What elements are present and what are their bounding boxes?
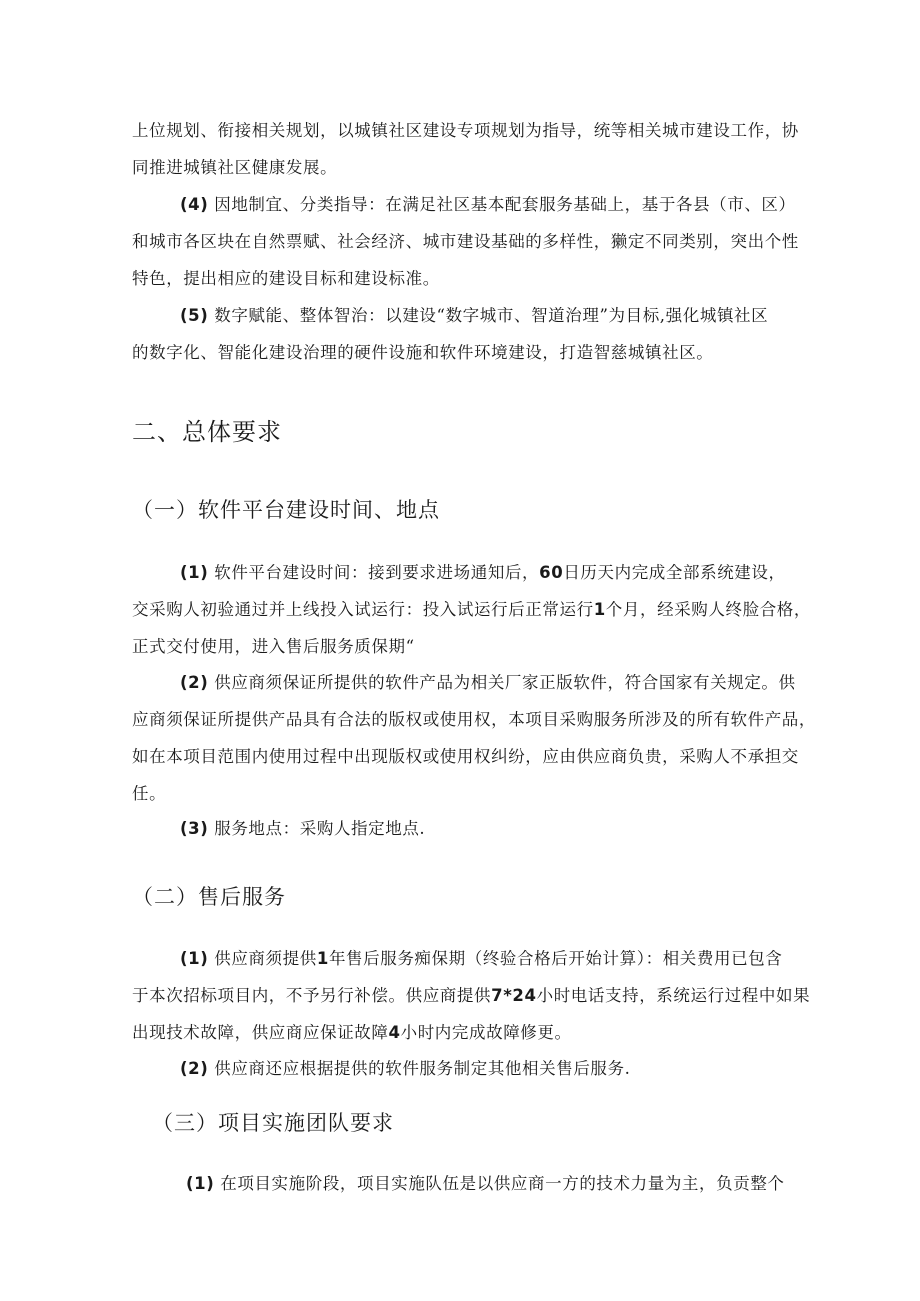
subsection-title-platform-time-location: （一）软件平台建设时间、地点 [132,498,440,522]
paragraph-sec2-item-2 [132,1050,792,1087]
item-number: (1) [186,1174,215,1193]
paragraph-item-4 [132,186,799,297]
item-number: (5) [180,306,209,325]
text-segment: 软件平台建设时间：接到要求进场通知后， [214,563,540,582]
text-segment: 交采购人初验通过并上线投入试运行：投入试运行后正常运行 [132,600,594,619]
text-segment: 小时内完成故障修更。 [400,1023,572,1042]
text-line: 正式交付使用，进入售后服务质保期“ [132,637,415,656]
subsection-title-implementation-team: （三）项目实施团队要求 [152,1111,394,1135]
paragraph-continuation [132,112,799,186]
text-line: 供应商须保证所提供的软件产品为相关厂家正版软件，符合国家有关规定。供 [214,673,796,692]
emphasis-number: 1 [316,949,329,968]
text-line: 同推进城镇社区健康发展。 [132,158,338,177]
item-number: (2) [180,673,209,692]
text-segment: 于本次招标项目内，不予另行补偿。供应商提供 [132,986,492,1005]
emphasis-number: 4 [388,1023,401,1042]
text-line: 在项目实施阶段，项目实施队伍是以供应商一方的技术力量为主，负贡整个 [220,1174,785,1193]
paragraph-item-5 [132,297,792,371]
text-line: 任。 [132,784,167,803]
emphasis-number: 7*24 [491,986,537,1005]
paragraph-sec1-item-2 [132,664,816,812]
text-segment: 小时电话支持，系统运行过程中如果 [536,986,811,1005]
text-line: 如在本项目范围内使用过程中出现版权或使用权纠纷，应由供应商负贵，采购人不承担交 [132,747,799,766]
text-line: 上位规划、衔接相关规划，以城镇社区建设专项规划为指导，统等相关城市建设工作，协 [132,121,799,140]
text-line: 和城市各区块在自然票赋、社会经济、城市建设基础的多样性，獭定不同类别，突出个性 [132,232,799,251]
text-line: 特色，提出相应的建设目标和建设标准。 [132,269,440,288]
text-segment: 供应商须提供 [214,949,317,968]
text-line: 应商须保证所提供产品具有合法的版权或使用权，本项目采购服务所涉及的所有软件产品， [132,710,816,729]
text-line: 服务地点：采购人指定地点. [214,819,426,838]
text-line: 供应商还应根据提供的软件服务制定其他相关售后服务. [214,1059,631,1078]
text-segment: 年售后服务痴保期（终验合格后开始计算）：相关费用已包含 [328,949,783,968]
paragraph-sec3-item-1 [138,1165,798,1202]
item-number: (1) [180,949,209,968]
section-heading-overall-requirements: 二、总体要求 [132,418,282,446]
text-line: 因地制宜、分类指导：在满足社区基本配套服务基础上，基于各县（市、区） [214,195,796,214]
subsection-title-after-sales: （二）售后服务 [132,885,286,909]
paragraph-sec1-item-3 [132,810,792,847]
text-segment: 日历天内完成全部系统建设， [563,563,786,582]
item-number: (3) [180,819,209,838]
paragraph-sec2-item-1 [132,940,811,1051]
emphasis-number: 1 [593,600,606,619]
text-line: 数字赋能、整体智治：以建设“数字城市、智道治理”为目标,强化城镇社区 [214,306,769,325]
text-segment: 个月，经采购人终脸合格， [605,600,811,619]
item-number: (2) [180,1059,209,1078]
paragraph-sec1-item-1 [132,554,811,665]
item-number: (4) [180,195,209,214]
emphasis-number: 60 [539,563,564,582]
item-number: (1) [180,563,209,582]
text-segment: 出现技术故障，供应商应保证故障 [132,1023,389,1042]
text-line: 的数字化、智能化建设治理的硬件设施和软件环境建设，打造智慈城镇社区。 [132,343,714,362]
